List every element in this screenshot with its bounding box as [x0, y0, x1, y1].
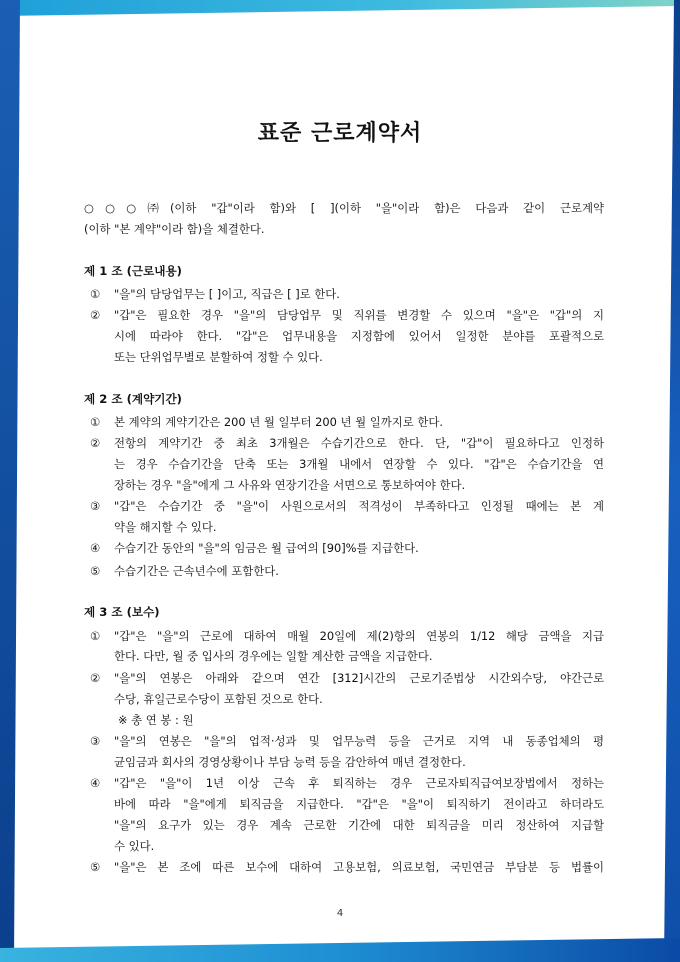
article-2-item-2-line-3: 장하는 경우 "을"에게 그 사유와 연장기간을 서면으로 통보하여야 한다. [114, 478, 466, 492]
article-3-item-3-line-1: "을"의 연봉은 "을"의 업적·성과 및 업무능력 등을 근거로 지역 내 동종업체의 평 [114, 734, 604, 748]
article-3-item-3-marker: ③ [90, 734, 101, 748]
article-3-item-2-line-2: 수당, 휴일근로수당이 포함된 것으로 한다. [114, 692, 323, 706]
article-2-item-2-line-1: 전항의 계약기간 중 최초 3개월은 수습기간으로 한다. 단, "갑"이 필요하다고 인정하 [114, 436, 604, 450]
article-2-item-2-marker: ② [90, 436, 101, 450]
page-number: 4 [336, 908, 344, 919]
article-3-heading: 제 3 조 (보수) [84, 605, 160, 619]
article-3-item-2-line-1: "을"의 연봉은 아래와 같으며 연간 [312]시간의 근로기준법상 시간외수당, 야간근로 [114, 671, 604, 685]
intro-line-2: (이하 "본 계약"이라 함)을 체결한다. [84, 222, 265, 236]
article-2-item-1-marker: ① [90, 415, 101, 429]
article-3-item-4-line-1: "갑"은 "을"이 1년 이상 근속 후 퇴직하는 경우 근로자퇴직급여보장법에서 정하는 [114, 776, 604, 790]
item-text: "을"의 담당업무는 [ ]이고, 직급은 [ ]로 한다. [114, 287, 340, 301]
item-marker: ① [90, 287, 101, 301]
article-2-item-5-marker: ⑤ [90, 564, 101, 578]
article-1-item-2-line-1: "갑"은 필요한 경우 "을"의 담당업무 및 직위를 변경할 수 있으며 "을"은 "갑"의 지 [114, 308, 604, 322]
article-3-item-3-line-2: 균임금과 회사의 경영상황이나 부담 능력 등을 감안하여 매년 결정한다. [114, 755, 466, 769]
total-salary-line: ※ 총 연 봉 : 원 [118, 713, 194, 727]
article-3-item-4-line-3: "을"의 요구가 있는 경우 계속 근로한 기간에 대한 퇴직금을 미리 정산하여 지급할 [114, 818, 604, 832]
article-2-item-2-line-2: 는 경우 수습기간을 단축 또는 3개월 내에서 연장할 수 있다. "갑"은 수습기간을 연 [114, 457, 604, 471]
article-1-item-2-line-3: 또는 단위업무별로 분할하여 정할 수 있다. [114, 350, 323, 364]
article-2-item-3-marker: ③ [90, 499, 101, 513]
article-1-item-2-line-2: 시에 따라야 한다. "갑"은 업무내용을 지정함에 있어서 일정한 분야를 포괄적으로 [114, 329, 604, 343]
document-title: 표준 근로계약서 [257, 121, 423, 146]
article-2-item-1-line-1: 본 계약의 계약기간은 200 년 월 일부터 200 년 월 일까지로 한다. [114, 415, 444, 429]
article-3-item-5-line-1: "을"은 본 조에 따른 보수에 대하여 고용보험, 의료보험, 국민연금 부담분 등 법률이 [114, 860, 604, 874]
article-1-item-1 [90, 286, 340, 302]
article-3-item-4-line-4: 수 있다. [114, 839, 155, 853]
intro-line-1: ○○○㈜(이하 "갑"이라 함)와 [ ](이하 "을"이라 함)은 다음과 같이 근로계약 [84, 201, 604, 215]
article-2-item-5-line-1: 수습기간은 근속년수에 포함한다. [114, 564, 279, 578]
article-3-item-5-marker: ⑤ [90, 860, 101, 874]
article-3-item-4-marker: ④ [90, 776, 101, 790]
article-2-item-4-line-1: 수습기간 동안의 "을"의 임금은 월 급여의 [90]%를 지급한다. [114, 541, 419, 555]
article-2-item-4-marker: ④ [90, 541, 101, 555]
article-3-item-4-line-2: 바에 따라 "을"에게 퇴직금을 지급한다. "갑"은 "을"이 퇴직하기 전이라고 하더라도 [114, 797, 604, 811]
article-1-heading: 제 1 조 (근로내용) [84, 264, 182, 278]
article-2-heading: 제 2 조 (계약기간) [84, 392, 182, 406]
article-2-item-3-line-1: "갑"은 수습기간 중 "을"이 사원으로서의 적격성이 부족하다고 인정될 때에는 본 계 [114, 499, 604, 513]
article-3-item-1-line-1: "갑"은 "을"의 근로에 대하여 매월 20일에 제(2)항의 연봉의 1/12 해당 금액을 지급 [114, 629, 604, 643]
article-3-item-1-line-2: 한다. 다만, 월 중 입사의 경우에는 일할 계산한 금액을 지급한다. [114, 649, 433, 663]
article-3-item-1-marker: ① [90, 629, 101, 643]
article-3-item-2-marker: ② [90, 671, 101, 685]
article-1-item-2-marker: ② [90, 308, 101, 322]
article-2-item-3-line-2: 약을 해지할 수 있다. [114, 520, 217, 534]
